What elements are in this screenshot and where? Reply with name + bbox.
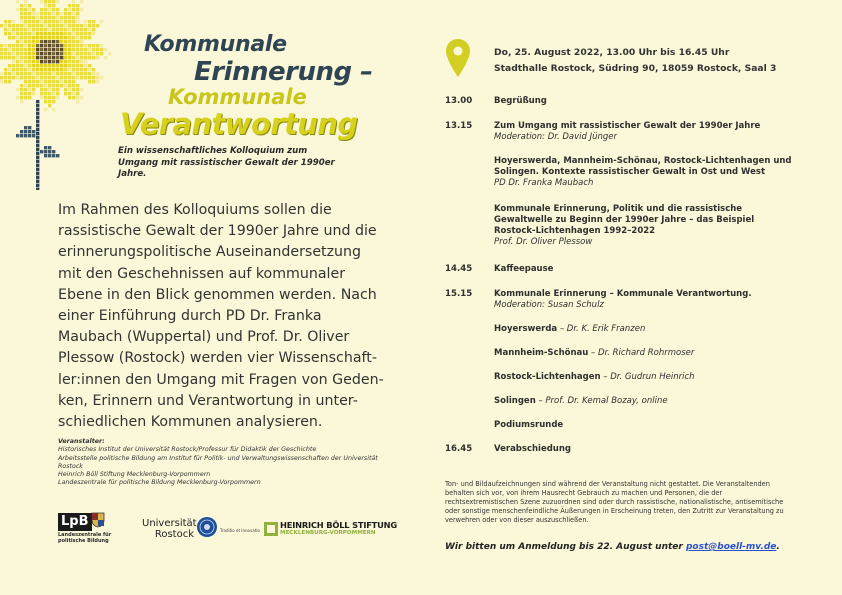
hbs-logo-name: HEINRICH BÖLL STIFTUNG: [280, 520, 398, 530]
schedule-item: [494, 348, 794, 359]
title-line-3: Kommunale: [168, 85, 307, 109]
schedule-item: [494, 396, 794, 407]
schedule-detail: Moderation: Dr. David Jünger: [494, 132, 618, 142]
organizer-line: Historisches Institut der Universität Rostock/Professur für Didaktik der Geschichte: [58, 446, 317, 454]
schedule-detail: – Dr. Gudrun Heinrich: [603, 372, 695, 382]
schedule-detail: – Dr. K. Erik Franzen: [559, 324, 646, 334]
schedule-time: 15.15: [445, 289, 473, 299]
subtitle: Ein wissenschaftliches Kolloquium zum Umgang mit rassistischer Gewalt der 1990er Jahre.: [118, 146, 335, 179]
schedule-title: Begrüßung: [494, 96, 547, 106]
schedule-item: [494, 96, 794, 107]
crest-icon: [90, 512, 106, 528]
schedule-detail: Moderation: Susan Schulz: [494, 300, 604, 310]
schedule-title: Zum Umgang mit rassistischer Gewalt der 1990er Jahre: [494, 121, 761, 131]
title-line-1: Kommunale: [144, 32, 287, 57]
title-line-2: Erinnerung –: [194, 57, 373, 87]
notice-text: Ton- und Bildaufzeichnungen sind während der Veranstaltung nicht gestattet. Die Veranstaltenden behalten sich vor, von ihrem Hausrecht Gebrauch zu machen und Personen, die der rechtsextremistischen Szene zuzuordnen sind oder durch rassistische, nationalistische, antisemitische oder sonstige menschenfeindliche Äußerungen in Erscheinung treten, den Zutritt zur Veranstaltung zu verwehren oder von dieser auszuschließen.: [445, 480, 784, 525]
location-pin-icon: [445, 38, 471, 78]
schedule-item: [494, 204, 794, 248]
uni-logo-line-2: Rostock: [154, 529, 194, 540]
schedule-detail: Prof. Dr. Oliver Plessow: [494, 237, 593, 247]
lpb-logo-text: LpB: [58, 513, 92, 531]
schedule-title: Mannheim-Schönau: [494, 348, 589, 358]
organizer-line: Arbeitsstelle politische Bildung am Institut für Politik- und Verwaltungswissenschaften der Universität Rostock: [58, 454, 378, 470]
uni-rostock-logo: [142, 518, 197, 540]
registration-end: .: [776, 542, 780, 552]
schedule-item: [494, 121, 794, 143]
schedule-time: 14.45: [445, 264, 473, 274]
schedule-title: Podiumsrunde: [494, 420, 564, 430]
schedule-title: Hoyerswerda: [494, 324, 558, 334]
event-info: [494, 45, 776, 76]
schedule-item: [494, 420, 794, 431]
intro-text: Im Rahmen des Kolloquiums sollen die rassistische Gewalt der 1990er Jahre und die erinnerungspolitische Auseinandersetzung mit den Geschehnissen auf kommunaler Ebene in den Blick genommen werden. Nach einer Einführung durch PD Dr. Franka Maubach (Wuppertal) und Prof. Dr. Oliver Plessow (Rostock) werden vier Wissenschaft-ler:innen den Umgang mit Fragen von Geden-ken, Erinnern und Verantwortung in unter-schiedlichen Kommunen analysieren.: [58, 202, 384, 431]
hbs-logo-sub: MECKLENBURG-VORPOMMERN: [280, 530, 376, 536]
schedule-title: Kommunale Erinnerung – Kommunale Verantwortung.: [494, 289, 752, 299]
schedule-title: Solingen: [494, 396, 536, 406]
schedule-title: Kommunale Erinnerung, Politik und die rassistische Gewaltwelle zu Beginn der 1990er Jahre – das Beispiel Rostock-Lichtenhagen 1992–2022: [494, 204, 755, 236]
schedule-title: Hoyerswerda, Mannheim-Schönau, Rostock-Lichtenhagen und Solingen. Kontexte rassistischer Gewalt in Ost und West: [494, 156, 792, 177]
organizers: [58, 438, 388, 488]
registration-line: [445, 542, 785, 552]
lpb-logo: [58, 510, 110, 550]
organizer-line: Heinrich Böll Stiftung Mecklenburg-Vorpommern: [58, 471, 211, 479]
schedule-item: [494, 264, 794, 275]
uni-logo-line-1: Universität: [142, 518, 197, 529]
schedule-title: Rostock-Lichtenhagen: [494, 372, 601, 382]
hbs-mark-icon: [264, 522, 278, 536]
schedule-time: 13.00: [445, 96, 473, 106]
schedule-time: 16.45: [445, 444, 473, 454]
registration-email-link[interactable]: post@boell-mv.de: [685, 542, 777, 552]
title-block: [112, 32, 402, 140]
schedule-title: Verabschiedung: [494, 444, 571, 454]
schedule-title: Kaffeepause: [494, 264, 554, 274]
lpb-logo-subtext: Landeszentrale für politische Bildung: [58, 532, 112, 544]
schedule-time: 13.15: [445, 121, 473, 131]
organizers-heading: Veranstalter:: [58, 438, 105, 445]
uni-tagline: Traditio et Innovatio: [220, 528, 260, 533]
registration-text: Wir bitten um Anmeldung bis 22. August unter: [445, 542, 683, 552]
schedule-item: [494, 289, 794, 311]
university-seal-icon: [196, 516, 218, 538]
schedule-item: [494, 156, 794, 189]
schedule-item: [494, 372, 794, 383]
title-line-4: Verantwortung: [120, 107, 358, 141]
organizer-line: Landeszentrale für politische Bildung Mecklenburg-Vorpommern: [58, 479, 261, 487]
event-date: Do, 25. August 2022, 13.00 Uhr bis 16.45 Uhr: [494, 47, 730, 58]
schedule-item: [494, 444, 794, 455]
logo-row: [58, 510, 398, 552]
sunflower-illustration: [0, 0, 130, 190]
schedule-item: [494, 324, 794, 335]
schedule-detail: – Prof. Dr. Kemal Bozay, online: [538, 396, 668, 406]
schedule-detail: – Dr. Richard Rohrmoser: [591, 348, 695, 358]
event-location: Stadthalle Rostock, Südring 90, 18059 Rostock, Saal 3: [494, 62, 777, 74]
schedule-detail: PD Dr. Franka Maubach: [494, 178, 594, 188]
